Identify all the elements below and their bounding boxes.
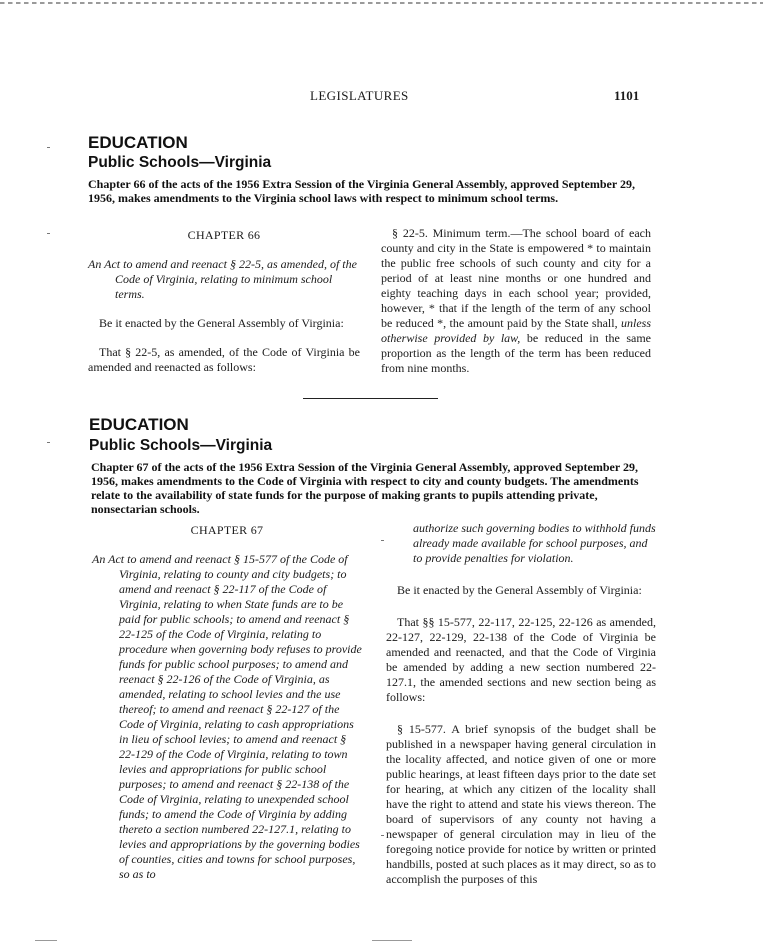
section-text-italic: unless otherwise provided by law, [381,316,651,345]
running-head [0,88,763,104]
section-subheading: Public Schools—Virginia [89,437,273,454]
amend-clause: That §§ 15-577, 22-117, 22-125, 22-126 as amended, 22-127, 22-129, 22-138 of the Code of Virginia be amended and reenacted, and that the Code of Virginia be amended by adding a new section numbered 22-127.1, the amended sections and new section being as follows: [386,615,656,704]
act-title: An Act to amend and reenact § 15-577 of the Code of Virginia, relating to county and city budgets; to amend and reenact § 22-117 of the Code of Virginia, relating to when State funds are to be paid for public schools; to amend and reenact § 22-125 of the Code of Virginia, relating to procedure when governing body refuses to provide funds for public school purposes; to amend and reenact § 22-126 of the Code of Virginia, as amended, relating to school levies and the use thereof; to amend and reenact § 22-127 of the Code of Virginia, relating to cash appropriations in lieu of school levies; to amend and reenact § 22-129 of the Code of Virginia, relating to town levies and appropriations for public school purposes; to amend and reenact § 22-138 of the Code of Virginia, relating to unexpended school funds; to amend the Code of Virginia by adding thereto a section numbered 22-127.1, relating to levies and appropriations by the governing bodies of counties, cities and towns for school purposes, so as to [92,552,362,881]
footer-mark [372,940,412,941]
section-text-part2: be reduced in the same proportion as the length of the term has been reduced from nine months. [381,331,651,375]
page-number: 1101 [614,88,640,103]
section-heading: EDUCATION [88,133,188,152]
footer-mark [35,940,57,941]
left-column [88,228,360,375]
chapter-summary: Chapter 67 of the acts of the 1956 Extra Session of the Virginia General Assembly, approved September 29, 1956, makes amendments to the Code of Virginia with respect to city and county budgets. The amendments relate to the availability of state funds for the purpose of making grants to pupils attending private, nonsectarian schools. [91,460,639,516]
right-column-section-22-5 [381,226,651,376]
left-column [92,523,362,882]
margin-mark [47,233,50,234]
margin-mark [47,442,50,443]
enacting-clause: Be it enacted by the General Assembly of Virginia: [99,316,344,330]
margin-mark [47,147,50,148]
act-title-continued: authorize such governing bodies to withhold funds already made available for school purposes, and to provide penalties for violation. [413,521,656,565]
section-15-577-text: § 15-577. A brief synopsis of the budget shall be published in a newspaper having general circulation in the locality affected, and notice given of one or more public hearings, at least fifteen days prior to the date set for hearing, at which any citizen of the locality shall have the right to attend and state his views thereon. The board of supervisors of any county not having a newspaper of general circulation may in lieu of the foregoing notice provide for notice by written or printed handbills, posted at such places as it may direct, so as to accomplish the purposes of this [386,722,656,886]
section-heading: EDUCATION [89,415,189,434]
act-title: An Act to amend and reenact § 22-5, as amended, of the Code of Virginia, relating to minimum school terms. [88,257,357,301]
section-text-part1: § 22-5. Minimum term.—The school board of each county and city in the State is empowered * to maintain the public free schools of such county and city for a period of at least nine months or one hundred and eighty teaching days in each school year; provided, however, * that if the length of the term of any school be reduced *, the amount paid by the State shall, [381,226,651,330]
right-column [386,521,656,887]
running-title: LEGISLATURES [310,88,409,103]
margin-mark [381,835,384,836]
amend-clause: That § 22-5, as amended, of the Code of Virginia be amended and reenacted as follows: [88,345,360,374]
chapter-summary: Chapter 66 of the acts of the 1956 Extra Session of the Virginia General Assembly, approved September 29, 1956, makes amendments to the Virginia school laws with respect to minimum school terms. [88,177,635,205]
margin-mark [381,540,384,541]
chapter-number: CHAPTER 66 [187,228,261,242]
section-subheading: Public Schools—Virginia [88,154,272,171]
section-divider [303,398,438,399]
enacting-clause: Be it enacted by the General Assembly of Virginia: [397,583,642,597]
chapter-number: CHAPTER 67 [190,523,264,537]
top-edge-dashes [0,2,763,4]
